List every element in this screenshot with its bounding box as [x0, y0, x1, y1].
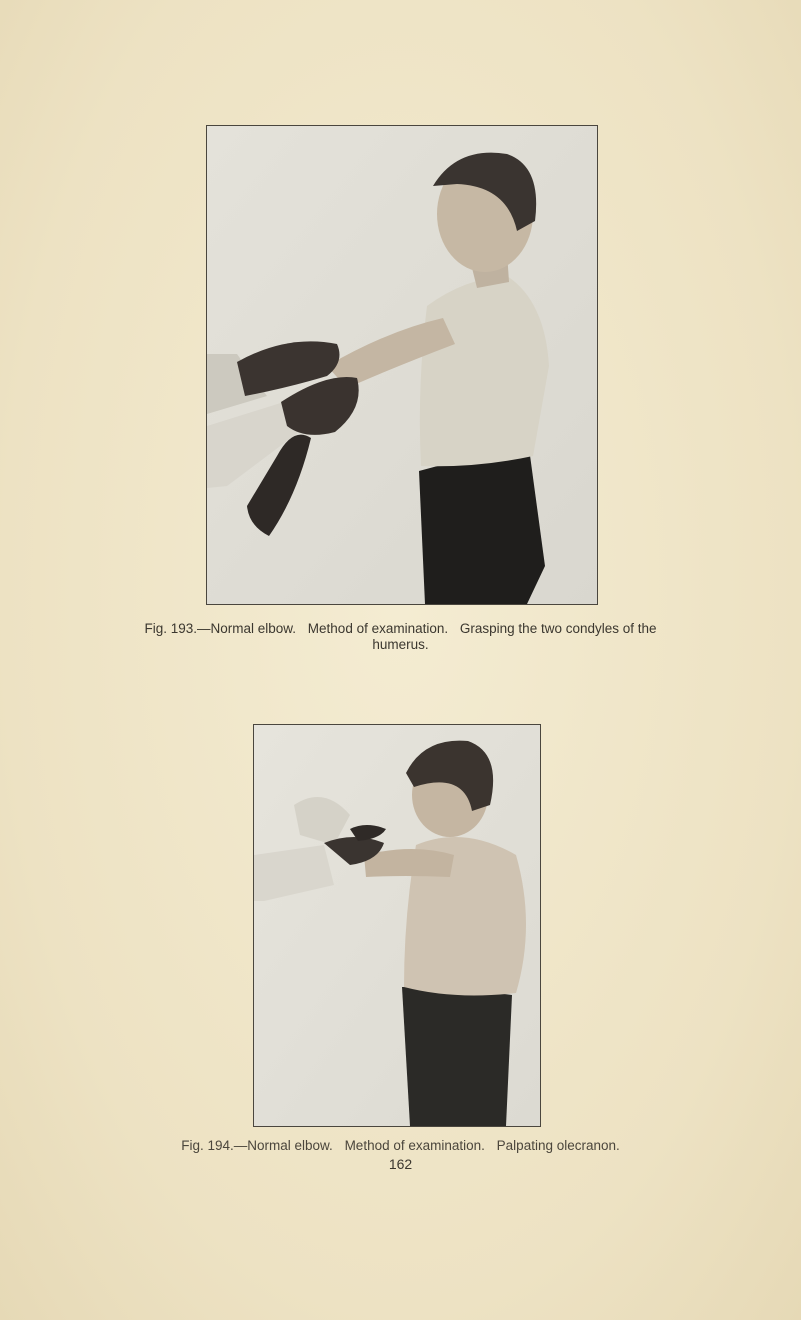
page-number: 162 [388, 1156, 413, 1172]
boy-shirt [420, 276, 549, 466]
figure-193-title: —Normal elbow. [196, 621, 297, 636]
figure-194-image [254, 725, 540, 1126]
boy-trousers [402, 987, 512, 1126]
figure-193-photograph [206, 125, 598, 605]
figure-193-detail-continued: humerus. [372, 637, 429, 652]
boy-trousers [419, 448, 545, 604]
figure-193-detail: Grasping the two condyles of the [459, 621, 657, 636]
figure-194-title: —Normal elbow. [233, 1138, 333, 1153]
figure-194-caption [0, 1138, 801, 1154]
figure-194-method: Method of examination. [344, 1138, 485, 1153]
figure-193-caption [0, 621, 801, 653]
figure-194-number: Fig. 194. [181, 1138, 234, 1153]
figure-193-image [207, 126, 597, 604]
figure-193-method: Method of examination. [307, 621, 449, 636]
figure-193-number: Fig. 193. [144, 621, 197, 636]
figure-194-photograph [253, 724, 541, 1127]
figure-194-detail: Palpating olecranon. [496, 1138, 620, 1153]
